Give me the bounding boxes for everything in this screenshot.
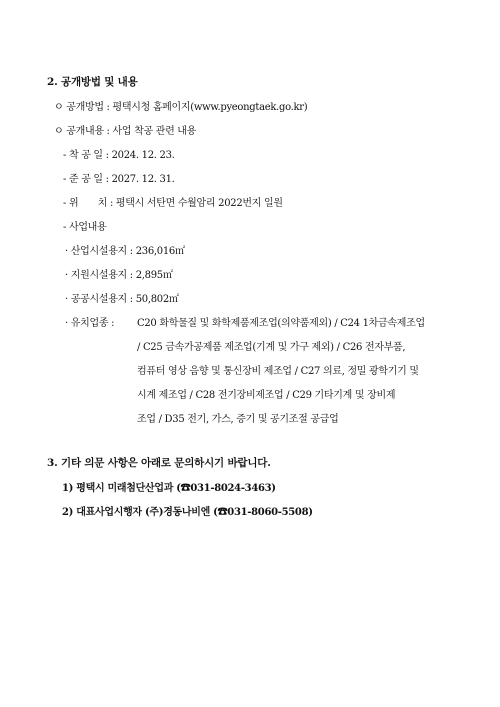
industry-line: 시계 제조업 / C28 전기장비제조업 / C29 기타기계 및 장비제 <box>137 390 396 401</box>
section-2-heading: 2. 공개방법 및 내용 <box>47 76 138 88</box>
public-site-area: · 공공시설용지 : 50,802㎡ <box>65 294 179 305</box>
industry-line: 조업 / D35 전기, 가스, 증기 및 공기조절 공급업 <box>137 414 339 425</box>
contact-city: 1) 평택시 미래첨단산업과 (☎031-8024-3463) <box>62 483 276 494</box>
start-date: - 착 공 일 : 2024. 12. 23. <box>63 150 175 161</box>
completion-date: - 준 공 일 : 2027. 12. 31. <box>63 174 175 185</box>
industry-line: / C25 금속가공제품 제조업(기계 및 가구 제외) / C26 전자부품, <box>137 342 406 353</box>
industry-line: 컴퓨터 영상 음향 및 통신장비 제조업 / C27 의료, 정밀 광학기기 및 <box>137 366 419 377</box>
location: - 위 치 : 평택시 서탄면 수월암리 2022번지 일원 <box>63 198 283 209</box>
industry-label: · 유치업종 : <box>65 318 115 329</box>
disclosure-method: ㅇ 공개방법 : 평택시청 홈페이지(www.pyeongtaek.go.kr) <box>54 102 308 113</box>
support-site-area: · 지원시설용지 : 2,895㎡ <box>65 270 173 281</box>
contact-developer: 2) 대표사업시행자 (주)경동나비엔 (☎031-8060-5508) <box>62 507 313 518</box>
disclosure-content: ㅇ 공개내용 : 사업 착공 관련 내용 <box>54 126 197 137</box>
section-3-heading: 3. 기타 의문 사항은 아래로 문의하시기 바랍니다. <box>47 457 271 469</box>
business-content-label: - 사업내용 <box>63 222 107 233</box>
industrial-site-area: · 산업시설용지 : 236,016㎡ <box>65 246 185 257</box>
industry-line: C20 화학물질 및 화학제품제조업(의약품제외) / C24 1차금속제조업 <box>137 318 425 329</box>
